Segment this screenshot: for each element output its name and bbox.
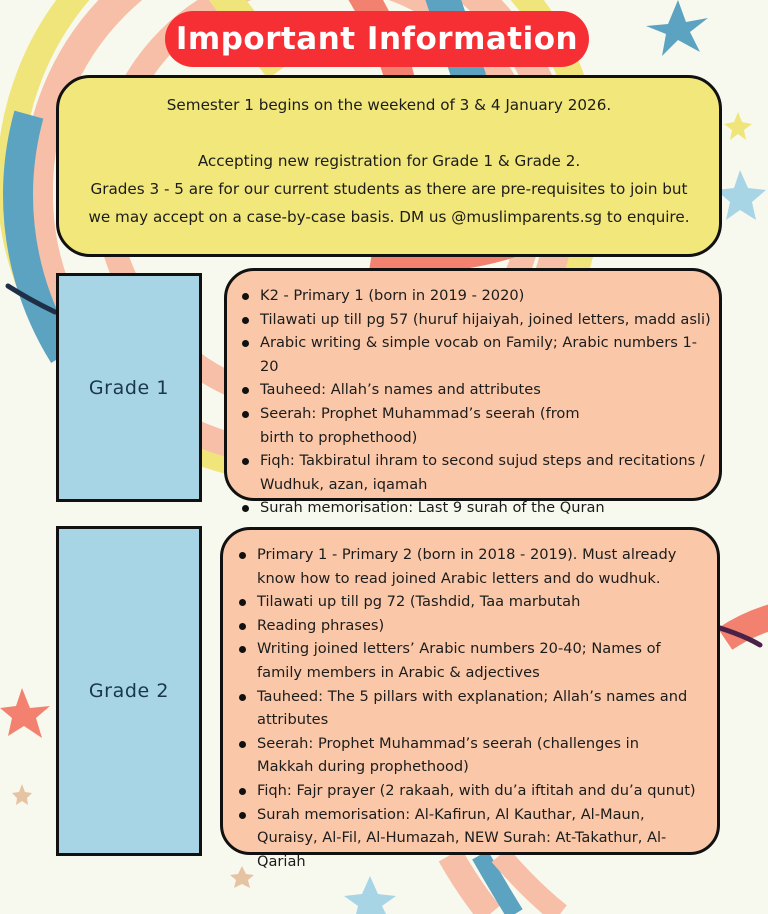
page-title: Important Information (175, 21, 579, 57)
list-item: Tauheed: The 5 pillars with explanation; Allah’s names and attributes (233, 685, 709, 732)
grade-2-label-box (56, 526, 202, 856)
star-icon (646, 0, 708, 56)
list-item: Fiqh: Fajr prayer (2 rakaah, with du’a iftitah and du’a qunut) (233, 779, 709, 803)
list-item: Fiqh: Takbiratul ihram to second sujud steps and recitations / Wudhuk, azan, iqamah (236, 449, 711, 496)
star-icon (716, 170, 766, 220)
list-item: Writing joined letters’ Arabic numbers 20-40; Names of family members in Arabic & adjectives (233, 637, 709, 684)
grade-2-syllabus-list (233, 543, 709, 873)
contact-text: we may accept on a case-by-case basis. DM us @muslimparents.sg to enquire. (88, 208, 690, 226)
grade-1-label-box (56, 273, 202, 502)
list-item: Tilawati up till pg 57 (huruf hijaiyah, joined letters, madd asli) (236, 308, 711, 332)
prerequisite-text: Grades 3 - 5 are for our current students as there are pre-requisites to join but (90, 180, 688, 198)
semester-start-text: Semester 1 begins on the weekend of 3 & 4 January 2026. (166, 96, 612, 114)
list-item: Seerah: Prophet Muhammad’s seerah (challenges in Makkah during prophethood) (233, 732, 709, 779)
list-item: Arabic writing & simple vocab on Family; Arabic numbers 1-20 (236, 331, 711, 378)
registration-text: Accepting new registration for Grade 1 & Grade 2. (197, 152, 581, 170)
list-item: Tauheed: Allah’s names and attributes (236, 378, 711, 402)
list-item: Seerah: Prophet Muhammad’s seerah (from birth to prophethood) (236, 402, 711, 449)
list-item: Surah memorisation: Last 9 surah of the Quran (236, 496, 711, 520)
announcement-box (56, 75, 722, 257)
grade-1-label: Grade 1 (88, 376, 170, 399)
list-item: Reading phrases) (233, 614, 709, 638)
grade-1-syllabus-box (224, 268, 722, 517)
title-banner (165, 11, 589, 67)
star-icon (0, 688, 50, 738)
star-icon (12, 784, 32, 805)
grade-1-syllabus-list (236, 284, 711, 520)
list-item: Surah memorisation: Al-Kafirun, Al Kauthar, Al-Maun, Quraisy, Al-Fil, Al-Humazah, NEW Surah: At-Takathur, Al-Qariah (233, 803, 709, 874)
list-item: Tilawati up till pg 72 (Tashdid, Taa marbutah (233, 590, 709, 614)
grade-2-label: Grade 2 (88, 680, 170, 702)
list-item: K2 - Primary 1 (born in 2019 - 2020) (236, 284, 711, 308)
spacer (59, 119, 719, 147)
star-icon (344, 876, 396, 914)
star-icon (724, 112, 752, 140)
list-item: Primary 1 - Primary 2 (born in 2018 - 2019). Must already know how to read joined Arabic letters and do wudhuk. (233, 543, 709, 590)
grade-2-syllabus-box (220, 527, 720, 870)
